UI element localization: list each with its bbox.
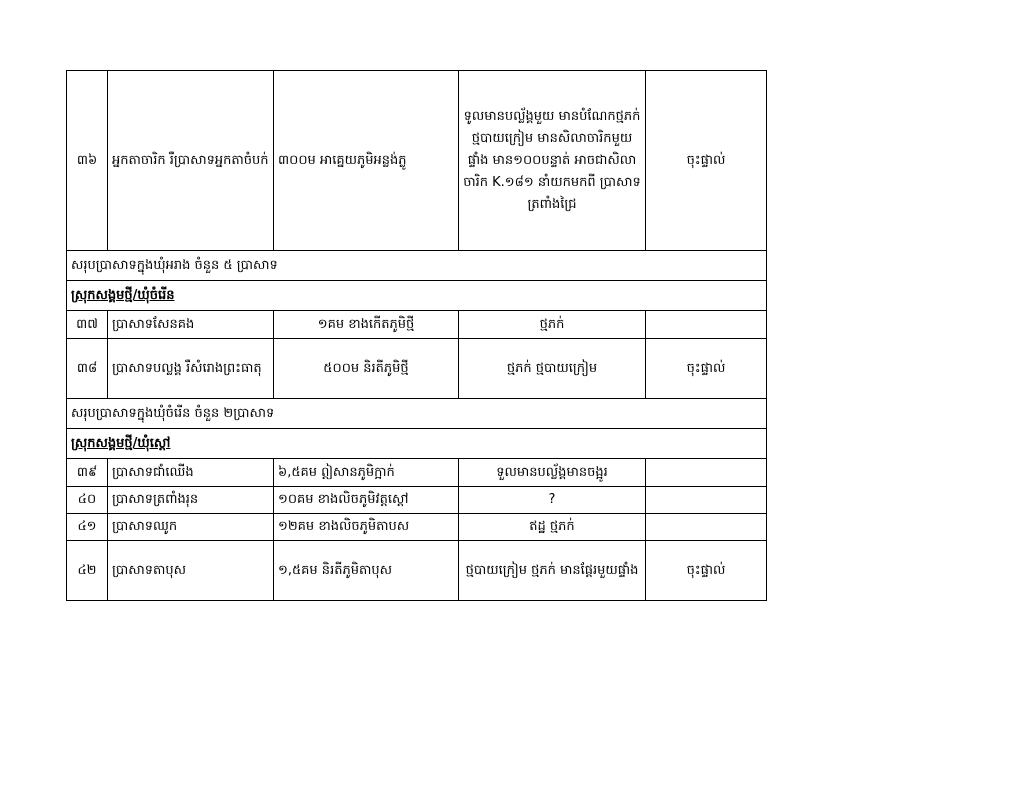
survey-status [646,459,767,487]
survey-status [646,487,767,514]
commune-summary-row [67,399,767,429]
survey-status: ចុះផ្ទាល់ [646,71,767,251]
row-number: ៣៧ [67,311,108,339]
district-section-row [67,429,767,459]
row-number: ៣៦ [67,71,108,251]
temple-description: ថ្មភក់ [459,311,646,339]
row-number: ៤០ [67,487,108,514]
temple-inventory-table [66,70,767,601]
temple-name: អ្នកតាចារិក រឺប្រាសាទអ្នកតាចំបក់ [108,71,274,251]
temple-description: ទួលមានបល្ល័ង្គមានចង្អូរ [459,459,646,487]
temple-description: ? [459,487,646,514]
commune-summary-text: សរុបប្រាសាទក្នុងឃុំចំរើន ចំនួន ២ប្រាសាទ [67,399,767,429]
temple-location: ៣០០ម អាគ្នេយភូមិអន្លង់ភ្លូ [274,71,459,251]
temple-name: ប្រាសាទសែនគង [108,311,274,339]
table-row [67,487,767,514]
district-section-row [67,281,767,311]
table-row [67,459,767,487]
temple-description: ឥដ្ឋ ថ្មភក់ [459,514,646,541]
survey-status: ចុះផ្ទាល់ [646,541,767,601]
temple-name: ប្រាសាទបល្លង្គ រឺសំរោងព្រះធាតុ [108,339,274,399]
table-row [67,339,767,399]
row-number: ៤២ [67,541,108,601]
temple-name: ប្រាសាទតាបុស [108,541,274,601]
temple-name: ប្រាសាទត្រពាំងរុន [108,487,274,514]
temple-name: ប្រាសាទឈូក [108,514,274,541]
table-row [67,514,767,541]
row-number: ៣៨ [67,339,108,399]
temple-location: ៥០០ម និរតីភូមិថ្មី [274,339,459,399]
table-row [67,311,767,339]
table-row [67,541,767,601]
temple-description: ថ្មបាយក្រៀម ថ្មភក់ មានផ្តែរមួយផ្ទាំង [459,541,646,601]
survey-status [646,311,767,339]
commune-summary-row [67,251,767,281]
temple-location: ១២គម ខាងលិចភូមិតាបស [274,514,459,541]
row-number: ៣៩ [67,459,108,487]
temple-location: ១០គម ខាងលិចភូមិវត្តស្ដៅ [274,487,459,514]
temple-description: ថ្មភក់ ថ្មបាយក្រៀម [459,339,646,399]
temple-description: ទូលមានបល្ល័ង្គមួយ មានបំណែកថ្មភក់ ថ្មបាយក្រៀម មានសិលាចារិកមួយផ្ទាំង មាន១០០បន្ទាត់ អាចជាសិលាចារិក K.១៨១ នាំយកមកពី ប្រាសាទត្រពាំងជ្រៃ [459,71,646,251]
survey-status [646,514,767,541]
table-row [67,71,767,251]
temple-location: ១គម ខាងកើតភូមិថ្មី [274,311,459,339]
temple-name: ប្រាសាទជាំឈើង [108,459,274,487]
district-section-title: ស្រុកសង្គមថ្មី/ឃុំចំរើន [67,281,767,311]
commune-summary-text: សរុបប្រាសាទក្នុងឃុំអរាង ចំនួន ៥ ប្រាសាទ [67,251,767,281]
survey-status: ចុះផ្ទាល់ [646,339,767,399]
district-section-title: ស្រុកសង្គមថ្មី/ឃុំស្ដៅ [67,429,767,459]
row-number: ៤១ [67,514,108,541]
temple-location: ១,៥គម និរតីភូមិតាបុស [274,541,459,601]
temple-location: ៦,៥គម ឦសានភូមិក្អាក់ [274,459,459,487]
